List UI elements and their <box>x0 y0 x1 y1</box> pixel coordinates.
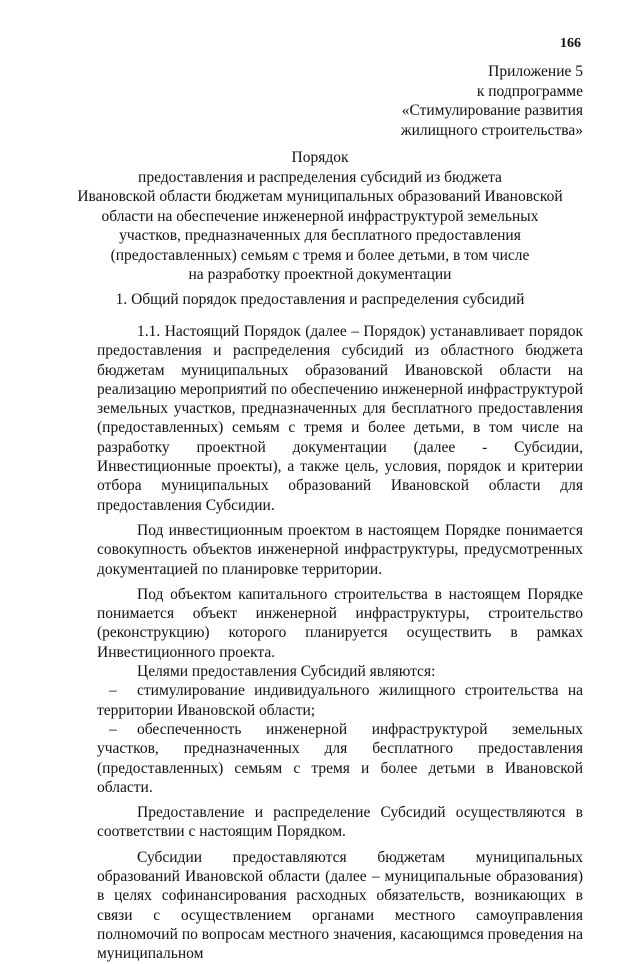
paragraph: Субсидии предоставляются бюджетам муниципальных образований Ивановской области (далее – муниципальные образования) в целях софинансирования расходных обязательств, возникающих в связи с осуществлением органами местного самоуправления полномочий по вопросам местного значения, касающимся проведения на муниципальном <box>97 848 583 963</box>
dash-marker: – <box>109 682 117 700</box>
paragraph: Под объектом капитального строительства в настоящем Порядке понимается объект инженерной инфраструктуры, строительство (реконструкцию) которого планируется осуществить в рамках Инвестиционного проекта. <box>97 585 583 661</box>
appendix-line: «Стимулирование развития <box>401 102 583 119</box>
paragraph: Целями предоставления Субсидий являются: <box>137 663 436 681</box>
title-line: Порядок <box>291 149 349 166</box>
title-line: на разработку проектной документации <box>188 266 452 283</box>
appendix-header <box>401 62 583 140</box>
document-body <box>97 322 583 964</box>
bullet-text: стимулирование индивидуального жилищного строительства на территории Ивановской области; <box>97 682 583 719</box>
paragraph: Под инвестиционным проектом в настоящем Порядке понимается совокупность объектов инженерной инфраструктуры, предусмотренных документацией по планировке территории. <box>97 521 583 578</box>
paragraph: Предоставление и распределение Субсидий осуществляются в соответствии с настоящим Порядком. <box>97 804 583 841</box>
title-line: Ивановской области бюджетам муниципальных образований Ивановской <box>77 188 563 205</box>
dash-marker: – <box>109 720 117 738</box>
title-line: (предоставленных) семьям с тремя и более детьми, в том числе <box>110 246 530 264</box>
appendix-line: Приложение 5 <box>488 63 583 80</box>
page-number: 166 <box>560 36 581 51</box>
appendix-line: к подпрограмме <box>476 82 583 100</box>
title-line: участков, предназначенных для бесплатного предоставления <box>119 227 521 244</box>
bullet-item <box>97 681 583 720</box>
appendix-line: жилищного строительства» <box>400 121 583 139</box>
section-heading: 1. Общий порядок предоставления и распределения субсидий <box>115 291 525 308</box>
paragraph: 1.1. Настоящий Порядок (далее – Порядок) устанавливает порядок предоставления и распределения субсидий из областного бюджета бюджетам муниципальных образований Ивановской области на реализацию мероприятий по обеспечению инженерной инфраструктурой земельных участков, предназначенных для бесплатного предоставления (предоставленных) семьям с тремя и более детьми, в том числе на разработку проектной документации (далее - Субсидии, Инвестиционные проекты), а также цель, условия, порядок и критерии отбора муниципальных образований Ивановской области для предоставления Субсидии. <box>97 323 583 514</box>
title-line: области на обеспечение инженерной инфраструктурой земельных <box>101 207 539 225</box>
title-line: предоставления и распределения субсидий из бюджета <box>138 168 502 186</box>
bullet-text: обеспеченность инженерной инфраструктурой земельных участков, предназначенных для бесплатного предоставления (предоставленных) семьям с тремя и более детьми в Ивановской области. <box>97 720 583 796</box>
bullet-item <box>97 720 583 797</box>
document-title <box>60 148 580 285</box>
